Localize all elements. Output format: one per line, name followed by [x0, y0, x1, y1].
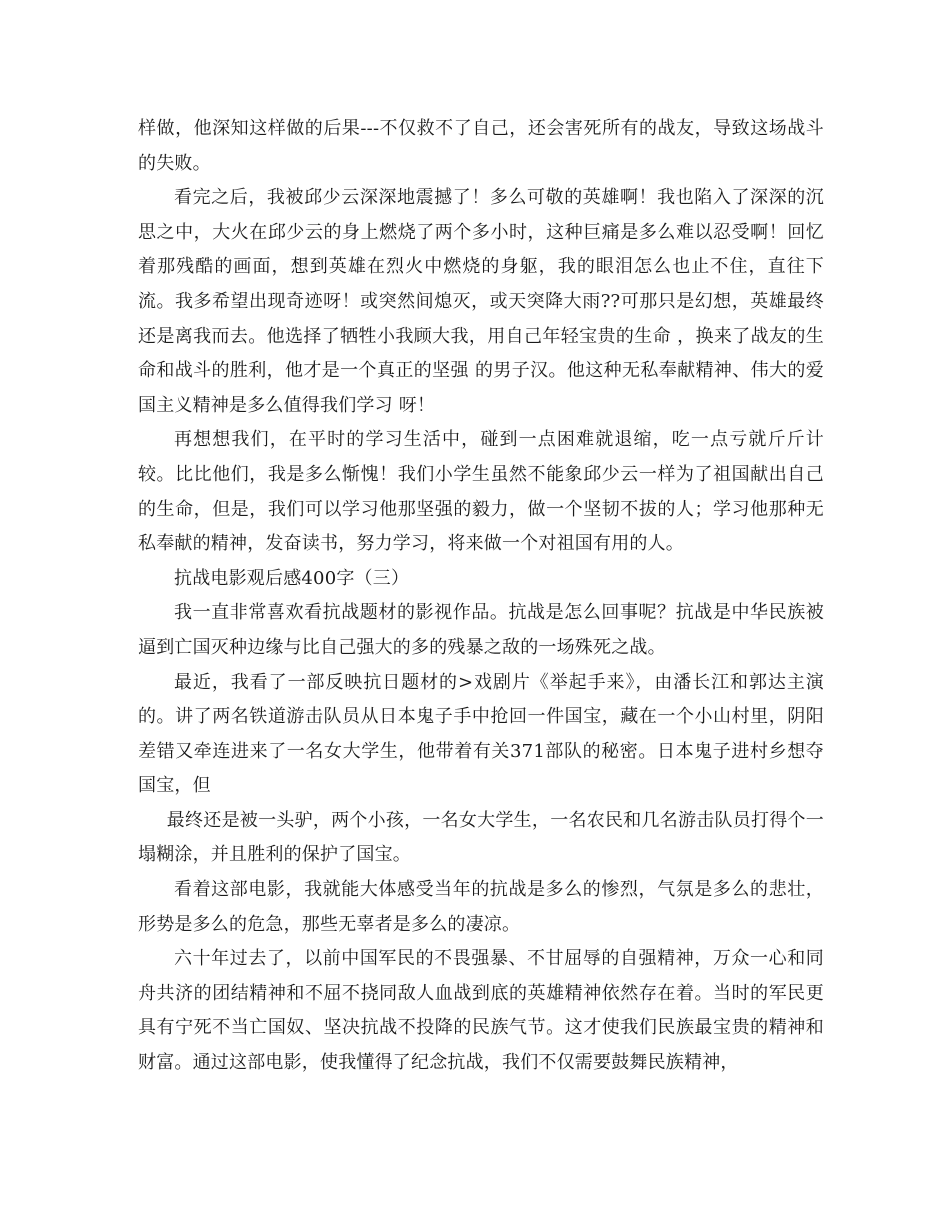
paragraph: 最终还是被一头驴，两个小孩，一名女大学生，一名农民和几名游击队员打得个一塌糊涂，并且胜利的保护了国宝。	[138, 809, 824, 866]
paragraph: 样做，他深知这样做的后果---不仅救不了自己，还会害死所有的战友，导致这场战斗的失败。	[138, 118, 824, 174]
paragraph: 看完之后，我被邱少云深深地震撼了！多么可敬的英雄啊！我也陷入了深深的沉思之中，大火在邱少云的身上燃烧了两个多小时，这种巨痛是多么难以忍受啊！回忆着那残酷的画面，想到英雄在烈火中燃烧的身躯，我的眼泪怎么也止不住，直往下流。我多希望出现奇迹呀！或突然间熄灭，或天突降大雨??可那只是幻想，英雄最终还是离我而去。他选择了牺牲小我顾大我，用自己年轻宝贵的生命 ，换来了战友的生命和战斗的胜利，他才是一个真正的坚强 的男子汉。他这种无私奉献精神、伟大的爱国主义精神是多么值得我们学习 呀！	[138, 187, 824, 416]
section-heading: 抗战电影观后感400字（三）	[174, 567, 410, 589]
paragraph: 我一直非常喜欢看抗战题材的影视作品。抗战是怎么回事呢？抗战是中华民族被逼到亡国灭种边缘与比自己强大的多的残暴之敌的一场殊死之战。	[138, 602, 824, 658]
paragraph: 看着这部电影，我就能大体感受当年的抗战是多么的惨烈，气氛是多么的悲壮，形势是多么的危急，那些无辜者是多么的凄凉。	[138, 879, 824, 935]
paragraph: 最近，我看了一部反映抗日题材的>戏剧片《举起手来》，由潘长江和郭达主演的。讲了两名铁道游击队员从日本鬼子手中抢回一件国宝，藏在一个小山村里，阴阳差错又牵连进来了一名女大学生，他带着有关371部队的秘密。日本鬼子进村乡想夺国宝，但	[138, 671, 824, 797]
paragraph: 再想想我们，在平时的学习生活中，碰到一点困难就退缩，吃一点亏就斤斤计较。比比他们，我是多么惭愧！我们小学生虽然不能象邱少云一样为了祖国献出自己的生命，但是，我们可以学习他那坚强的毅力，做一个坚韧不拔的人；学习他那种无私奉献的精神，发奋读书，努力学习，将来做一个对祖国有用的人。	[138, 429, 824, 555]
document-body	[138, 112, 824, 1081]
paragraph: 六十年过去了，以前中国军民的不畏强暴、不甘屈辱的自强精神，万众一心和同舟共济的团结精神和不屈不挠同敌人血战到底的英雄精神依然存在着。当时的军民更具有宁死不当亡国奴、坚决抗战不投降的民族气节。这才使我们民族最宝贵的精神和财富。通过这部电影，使我懂得了纪念抗战，我们不仅需要鼓舞民族精神，	[138, 948, 824, 1074]
